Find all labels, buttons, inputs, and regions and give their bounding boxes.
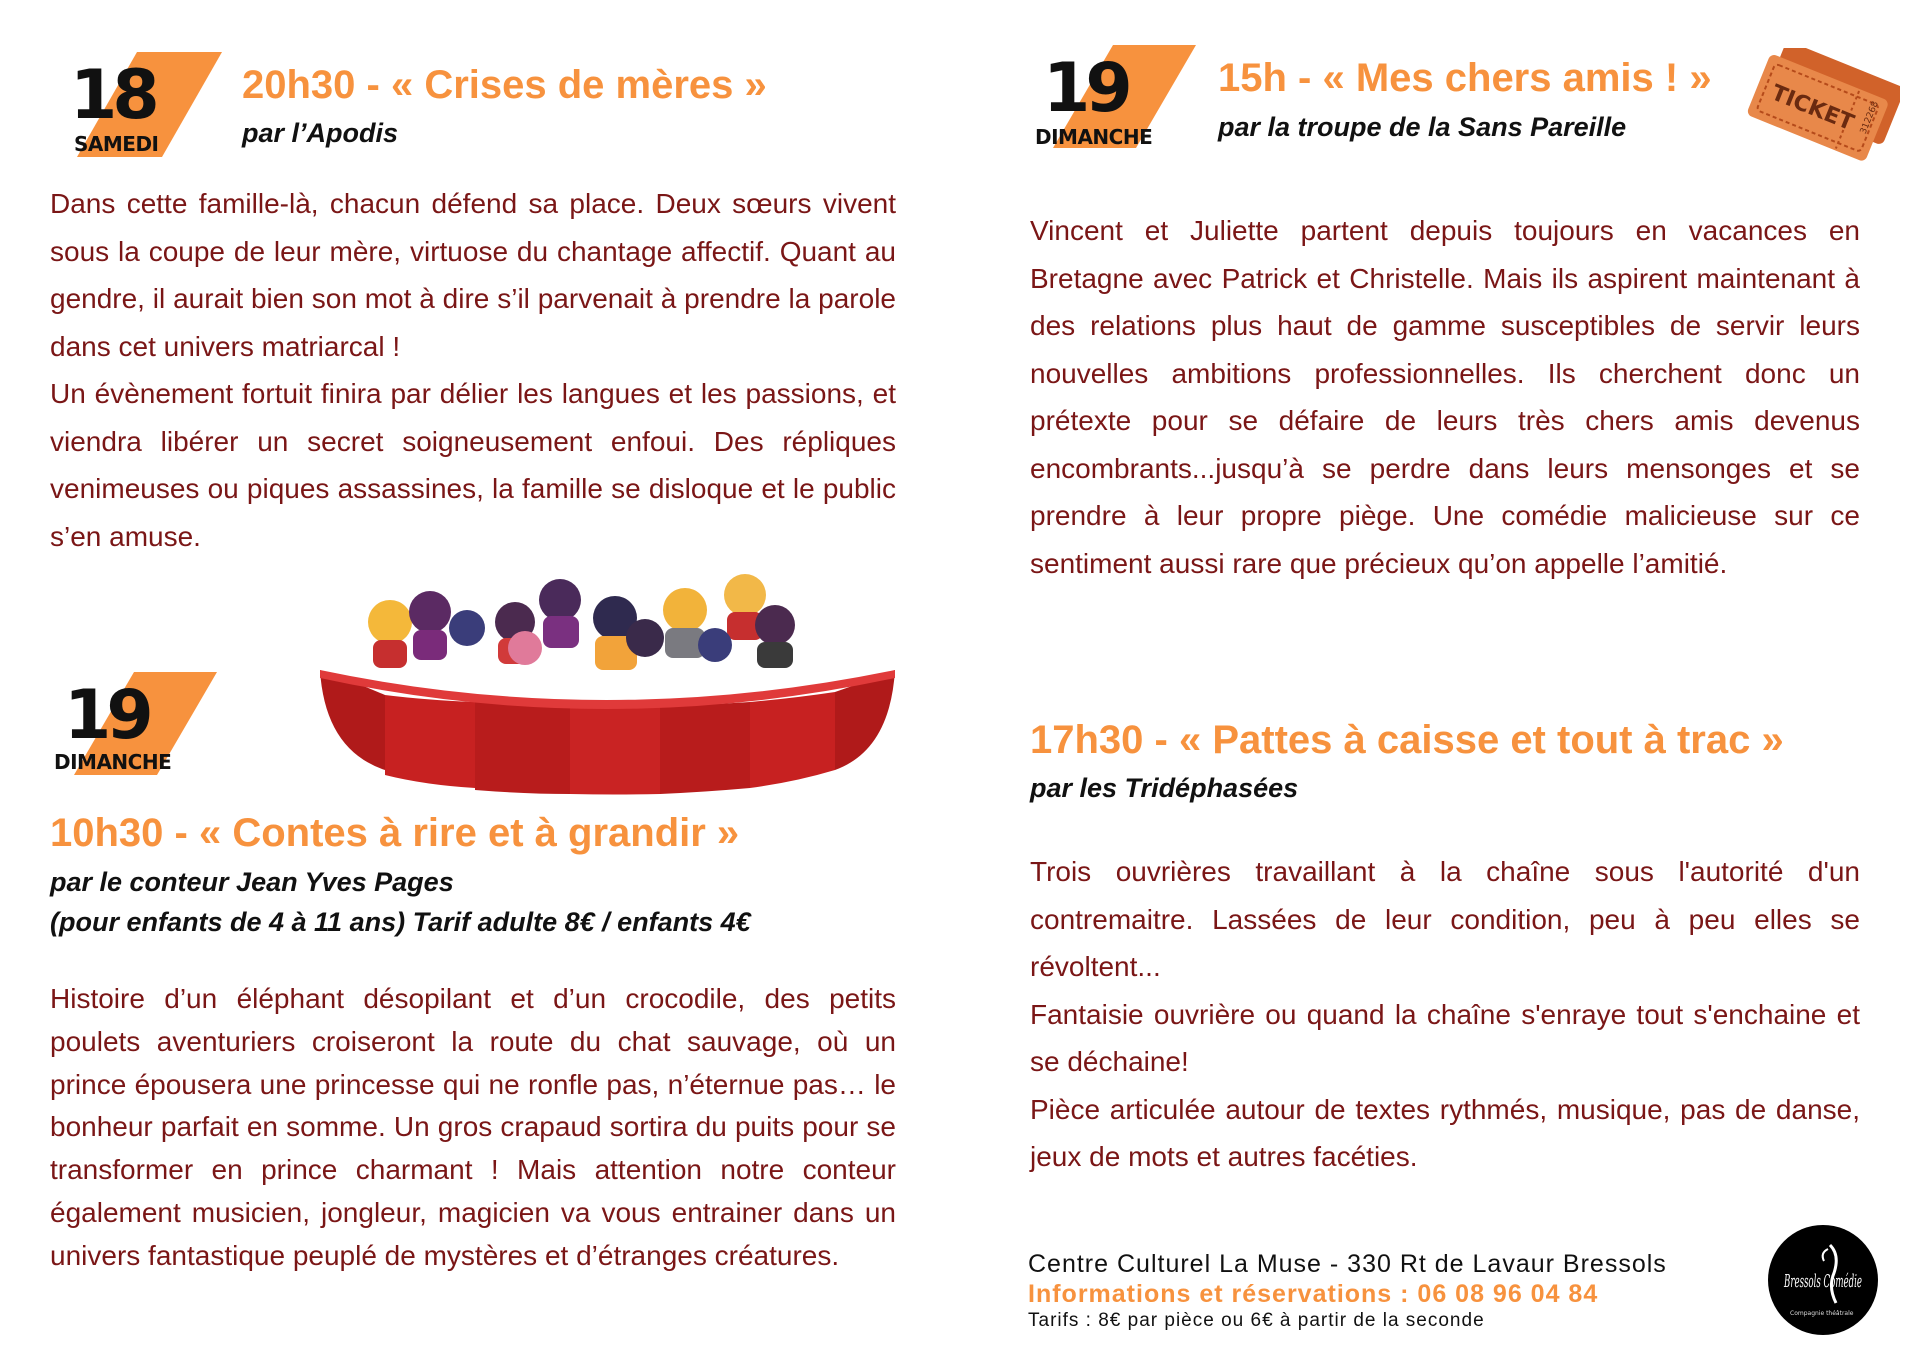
event-byline: par l’Apodis (242, 118, 399, 148)
theater-audience-illustration (315, 570, 900, 795)
day-name: SAMEDI (74, 132, 159, 156)
troupe-logo (1768, 1225, 1878, 1335)
date-number: 18 (70, 56, 155, 135)
event-description (50, 180, 896, 560)
paragraph: Fantaisie ouvrière ou quand la chaîne s'enraye tout s'enchaine et se déchaine! (1030, 998, 1860, 1077)
day-name: DIMANCHE (1035, 125, 1153, 149)
event-description: Histoire d’un éléphant désopilant et d’un crocodile, des petits poulets aventuriers croiseront la route du chat sauvage, où un prince épousera une princesse qui ne ronfle pas, n’éternue pas… le bonheur parfait en somme. Un gros crapaud sortira du puits pour se transformer en prince charmant ! Mais attention notre conteur également musicien, jongleur, magicien va vous entrainer dans un univers fantastique peuplé de mystères et d’étranges créatures. (50, 983, 896, 1271)
event-title: 20h30 - « Crises de mères » (242, 63, 767, 107)
paragraph: Pièce articulée autour de textes rythmés, musique, pas de danse, jeux de mots et autres facéties. (1030, 1093, 1860, 1172)
paragraph: Trois ouvrières travaillant à la chaîne sous l'autorité d'un contremaitre. Lassées de leur condition, peu à peu elles se révoltent... (1030, 856, 1860, 982)
red-theater-seats (320, 670, 895, 795)
date-number: 19 (1043, 49, 1128, 128)
date-badge-saturday (62, 52, 252, 167)
event-byline: par les Tridéphasées (1030, 773, 1299, 803)
event-byline: par le conteur Jean Yves Pages (50, 867, 454, 897)
event-description: Vincent et Juliette partent depuis toujours en vacances en Bretagne avec Patrick et Christelle. Mais ils aspirent maintenant à des relations plus haut de gamme susceptibles de servir leurs nouvelles ambitions professionnelles. Ils cherchent donc un prétexte pour se défaire de leurs très chers amis devenus encombrants...jusqu’à se perdre dans leurs mensonges et se prendre à leur propre piège. Une comédie malicieuse sur ce sentiment aussi rare que précieux qu’on appelle l’amitié. (1030, 215, 1860, 579)
reservation-info: Informations et réservations : 06 08 96 04 84 (1028, 1280, 1599, 1308)
day-name: DIMANCHE (54, 750, 172, 774)
paragraph: Dans cette famille-là, chacun défend sa place. Deux sœurs vivent sous la coupe de leur mère, virtuose du chantage affectif. Quant au gendre, il aurait bien son mot à dire s’il parvenait à prendre la parole dans cet univers matriarcal ! (50, 188, 896, 362)
audience-heads (368, 574, 795, 670)
ticket-icon (1740, 48, 1900, 178)
date-badge-sunday-morning (52, 672, 242, 787)
event-title: 15h - « Mes chers amis ! » (1218, 56, 1712, 100)
date-number: 19 (64, 676, 149, 755)
event-title: 10h30 - « Contes à rire et à grandir » (50, 811, 740, 855)
date-badge-sunday-afternoon (1033, 45, 1223, 160)
logo-subtitle: Compagnie théâtrale (1790, 1310, 1854, 1317)
event-description (1030, 848, 1860, 1181)
ticket-label: TICKET (1767, 80, 1858, 137)
event-title: 17h30 - « Pattes à caisse et tout à trac » (1030, 718, 1784, 762)
event-pricing: (pour enfants de 4 à 11 ans) Tarif adulte 8€ / enfants 4€ (50, 907, 751, 937)
pricing-note: Tarifs : 8€ par pièce ou 6€ à partir de la seconde (1028, 1310, 1485, 1331)
paragraph: Un évènement fortuit finira par délier les langues et les passions, et viendra libérer un secret soigneusement enfoui. Des répliques venimeuses ou piques assassines, la famille se disloque et le public s’en amuse. (50, 378, 896, 552)
event-byline: par la troupe de la Sans Pareille (1218, 112, 1627, 142)
logo-text: Bressols Comédie (1783, 1271, 1862, 1292)
logo-mark (1768, 1225, 1878, 1335)
ticket-number: 312268 (1858, 100, 1881, 136)
venue-address: Centre Culturel La Muse - 330 Rt de Lavaur Bressols (1028, 1250, 1667, 1278)
